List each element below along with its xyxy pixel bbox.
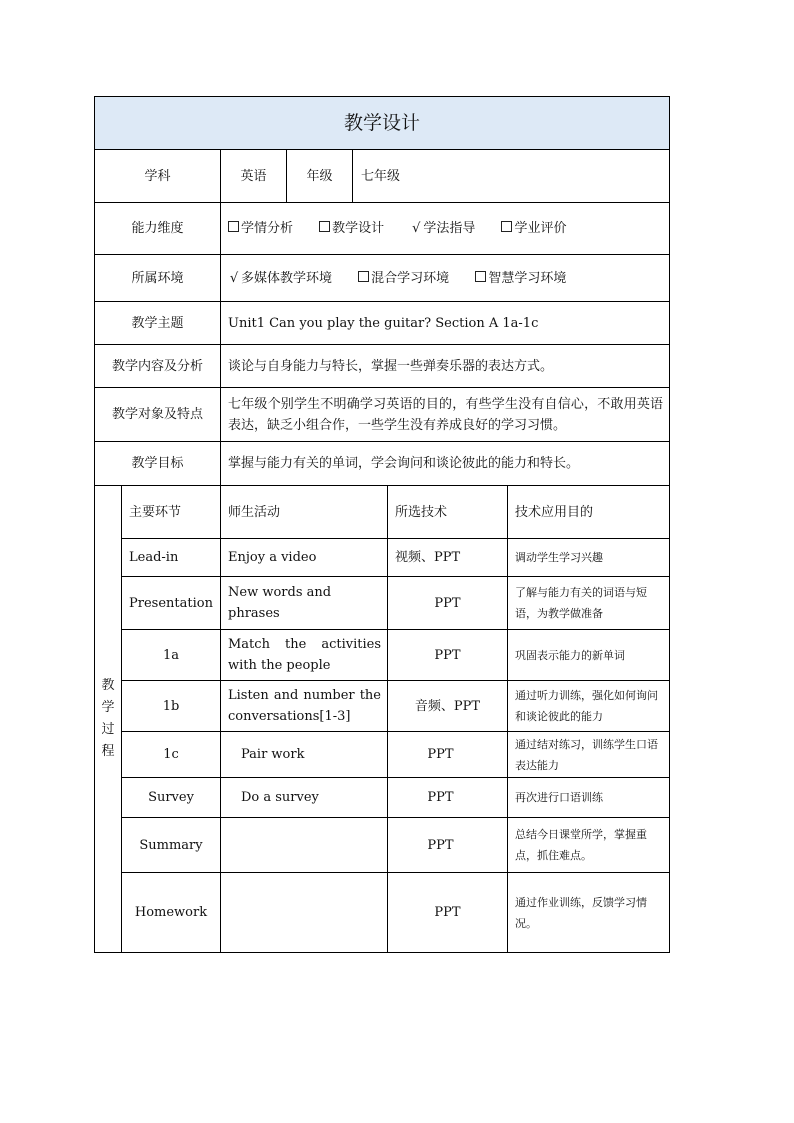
header-teacher: 师生活动 — [221, 486, 388, 539]
environment-option-3[interactable] — [475, 271, 566, 286]
table-row — [95, 732, 670, 778]
activity-cell: New words and phrases — [221, 577, 388, 630]
activity-cell — [221, 818, 388, 873]
checkbox-icon — [319, 221, 330, 232]
header-purpose: 技术应用目的 — [508, 486, 670, 539]
subject-label: 学科 — [95, 150, 221, 203]
ability-option-4[interactable] — [501, 221, 566, 236]
environment-label: 所属环境 — [95, 255, 221, 302]
lesson-design-table — [94, 96, 670, 953]
step-cell: Summary — [122, 818, 221, 873]
purpose-cell: 调动学生学习兴趣 — [508, 539, 670, 577]
grade-value: 七年级 — [361, 168, 401, 184]
activity-cell — [221, 873, 388, 953]
purpose-cell: 再次进行口语训练 — [508, 778, 670, 818]
process-side-char: 过 — [101, 722, 115, 737]
subject-value: 英语 — [221, 150, 287, 203]
ability-option-label: 教学设计 — [332, 221, 385, 236]
header-tech: 所选技术 — [388, 486, 508, 539]
ability-option-label: 学情分析 — [241, 221, 294, 236]
purpose-cell: 通过作业训练，反馈学习情况。 — [508, 873, 670, 953]
process-side-char: 程 — [101, 744, 115, 759]
activity-cell: Enjoy a video — [221, 539, 388, 577]
step-cell: Homework — [122, 873, 221, 953]
goal-label: 教学目标 — [95, 442, 221, 486]
content-value: 谈论与自身能力与特长，掌握一些弹奏乐器的表达方式。 — [221, 345, 670, 388]
ability-option-label: 学业评价 — [514, 221, 567, 236]
step-cell: Presentation — [122, 577, 221, 630]
tech-cell: PPT — [388, 732, 508, 778]
grade-label: 年级 — [287, 150, 353, 202]
tech-cell: 音频、PPT — [388, 681, 508, 732]
table-row — [95, 630, 670, 681]
grade-cell — [287, 150, 670, 203]
tech-cell: PPT — [388, 778, 508, 818]
tech-cell: PPT — [388, 577, 508, 630]
ability-option-1[interactable] — [228, 221, 293, 236]
table-row — [95, 539, 670, 577]
environment-option-label: 混合学习环境 — [371, 270, 450, 286]
purpose-cell: 总结今日课堂所学，掌握重点，抓住难点。 — [508, 818, 670, 873]
tech-cell: PPT — [388, 818, 508, 873]
activity-cell: Listen and number the conversations[1-3] — [221, 681, 388, 732]
checkmark-icon: √ — [412, 221, 421, 236]
checkbox-icon — [358, 271, 369, 282]
step-cell: 1c — [122, 732, 221, 778]
topic-value: Unit1 Can you play the guitar? Section A 1a-1c — [221, 302, 670, 345]
activity-cell: Match the activities with the people — [221, 630, 388, 681]
ability-option-3[interactable] — [410, 221, 475, 236]
header-step: 主要环节 — [122, 486, 221, 539]
process-side-label — [95, 486, 122, 953]
ability-option-2[interactable] — [319, 221, 384, 236]
goal-value: 掌握与能力有关的单词，学会询问和谈论彼此的能力和特长。 — [221, 442, 670, 486]
purpose-cell: 通过结对练习，训练学生口语表达能力 — [508, 732, 670, 778]
ability-option-label: 学法指导 — [423, 221, 476, 236]
ability-label: 能力维度 — [95, 203, 221, 255]
table-row — [95, 681, 670, 732]
process-side-char: 学 — [101, 700, 115, 715]
content-label: 教学内容及分析 — [95, 345, 221, 388]
checkbox-icon — [501, 221, 512, 232]
page-title: 教学设计 — [95, 97, 670, 150]
environment-options — [221, 255, 670, 302]
purpose-cell: 通过听力训练，强化如何询问和谈论彼此的能力 — [508, 681, 670, 732]
tech-cell: PPT — [388, 630, 508, 681]
checkbox-icon — [475, 271, 486, 282]
activity-cell: Do a survey — [221, 778, 388, 818]
step-cell: Survey — [122, 778, 221, 818]
table-row — [95, 818, 670, 873]
environment-option-2[interactable] — [358, 271, 449, 286]
table-row — [95, 873, 670, 953]
topic-label: 教学主题 — [95, 302, 221, 345]
environment-option-1[interactable] — [228, 271, 332, 286]
table-row — [95, 778, 670, 818]
ability-options — [221, 203, 670, 255]
step-cell: 1a — [122, 630, 221, 681]
checkbox-icon — [228, 221, 239, 232]
purpose-cell: 了解与能力有关的词语与短语，为教学做准备 — [508, 577, 670, 630]
process-side-char: 教 — [101, 678, 115, 693]
tech-cell: PPT — [388, 873, 508, 953]
environment-option-label: 多媒体教学环境 — [241, 270, 333, 286]
checkmark-icon: √ — [229, 270, 239, 286]
purpose-cell: 巩固表示能力的新单词 — [508, 630, 670, 681]
environment-option-label: 智慧学习环境 — [488, 270, 567, 286]
activity-cell: Pair work — [221, 732, 388, 778]
audience-label: 教学对象及特点 — [95, 388, 221, 442]
step-cell: 1b — [122, 681, 221, 732]
lesson-design-document — [94, 96, 669, 953]
audience-value: 七年级个别学生不明确学习英语的目的，有些学生没有自信心，不敢用英语表达，缺乏小组合作，一些学生没有养成良好的学习习惯。 — [221, 388, 670, 442]
tech-cell: 视频、PPT — [388, 539, 508, 577]
step-cell: Lead-in — [122, 539, 221, 577]
table-row — [95, 577, 670, 630]
